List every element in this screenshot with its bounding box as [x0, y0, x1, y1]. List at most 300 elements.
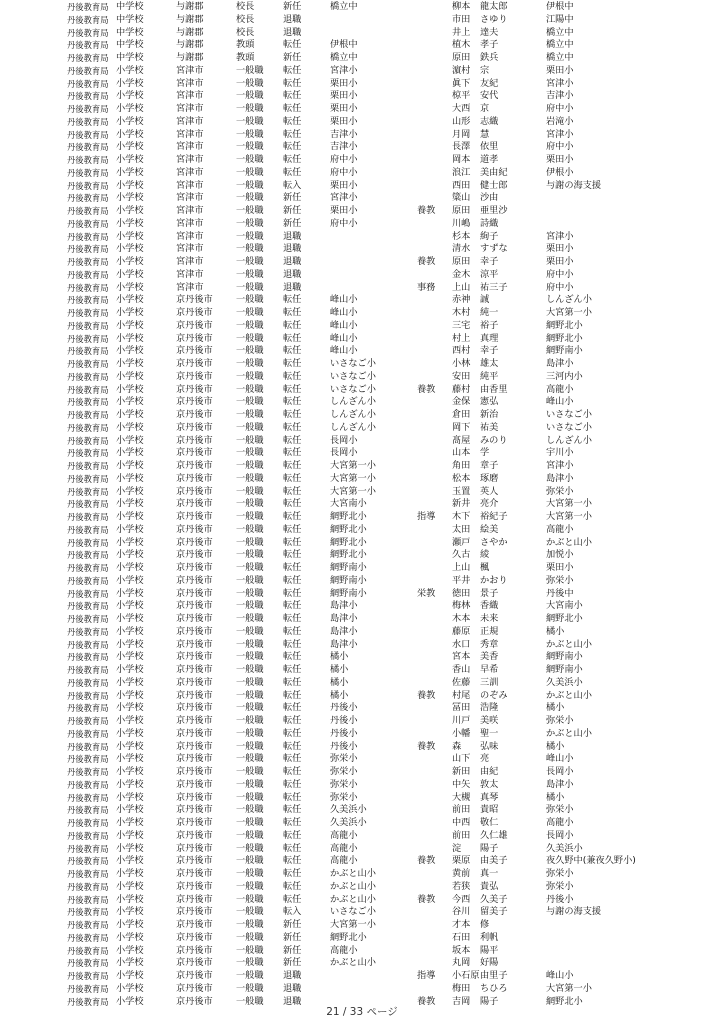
- change-type-cell: 転任: [283, 90, 302, 102]
- school-type-cell: 小学校: [116, 141, 144, 153]
- position-cell: 一般職: [236, 243, 264, 255]
- given-name-cell: 憲弘: [480, 396, 499, 408]
- position-cell: 一般職: [236, 753, 264, 765]
- given-name-cell: 詩織: [480, 217, 499, 229]
- surname-cell: 市田: [452, 13, 471, 25]
- change-type-cell: 転任: [283, 676, 302, 688]
- position-cell: 一般職: [236, 64, 264, 76]
- office-cell: 丹後教育局: [67, 907, 109, 918]
- new-school-cell: 弥栄小: [330, 791, 358, 803]
- change-type-cell: 転任: [283, 370, 302, 382]
- previous-school-cell: 大宮第一小: [546, 511, 592, 522]
- position-cell: 一般職: [236, 332, 264, 344]
- office-cell: 丹後教育局: [67, 728, 109, 739]
- district-cell: 京丹後市: [176, 332, 213, 344]
- school-type-cell: 小学校: [116, 268, 144, 280]
- surname-cell: 山本: [452, 447, 471, 459]
- table-row: [0, 651, 724, 664]
- school-type-cell: 小学校: [116, 447, 144, 459]
- office-cell: 丹後教育局: [67, 129, 109, 140]
- previous-school-cell: 加悦小: [546, 549, 574, 561]
- surname-cell: 石田: [452, 931, 471, 943]
- position-cell: 一般職: [236, 600, 264, 612]
- school-type-cell: 小学校: [116, 625, 144, 637]
- school-type-cell: 小学校: [116, 676, 144, 688]
- surname-cell: 栗原: [452, 855, 471, 867]
- given-name-cell: 新治: [480, 409, 499, 420]
- district-cell: 宮津市: [176, 179, 204, 191]
- new-school-cell: 島津小: [330, 600, 358, 612]
- previous-school-cell: 三河内小: [546, 370, 583, 382]
- change-type-cell: 転任: [283, 485, 302, 497]
- given-name-cell: 由香里: [480, 383, 508, 395]
- given-name-cell: 純一: [480, 307, 499, 318]
- office-cell: 丹後教育局: [67, 116, 109, 127]
- given-name-cell: 三訓: [480, 676, 499, 688]
- office-cell: 丹後教育局: [67, 27, 109, 38]
- new-school-cell: いさなご小: [330, 358, 376, 369]
- table-row: [0, 804, 724, 817]
- surname-cell: 吉岡: [452, 995, 471, 1007]
- table-row: [0, 345, 724, 358]
- office-cell: 丹後教育局: [67, 78, 109, 89]
- district-cell: 京丹後市: [176, 421, 213, 433]
- office-cell: 丹後教育局: [67, 792, 109, 803]
- school-type-cell: 小学校: [116, 766, 144, 777]
- office-cell: 丹後教育局: [67, 282, 109, 293]
- position-cell: 一般職: [236, 370, 264, 382]
- table-row: [0, 766, 724, 779]
- office-cell: 丹後教育局: [67, 40, 109, 51]
- new-school-cell: 丹後小: [330, 740, 358, 752]
- school-type-cell: 小学校: [116, 970, 144, 981]
- school-type-cell: 小学校: [116, 855, 144, 867]
- district-cell: 京丹後市: [176, 574, 213, 586]
- position-cell: 一般職: [236, 472, 264, 484]
- given-name-cell: 留美子: [480, 906, 508, 918]
- office-cell: 丹後教育局: [67, 563, 109, 573]
- previous-school-cell: 島津小: [546, 472, 574, 484]
- school-type-cell: 小学校: [116, 829, 144, 841]
- position-cell: 一般職: [236, 982, 264, 994]
- surname-cell: 梅林: [452, 600, 471, 612]
- district-cell: 京丹後市: [176, 460, 213, 471]
- specialty-cell: 養教: [417, 893, 436, 905]
- previous-school-cell: 島津小: [546, 778, 574, 790]
- new-school-cell: かぶと山小: [330, 880, 376, 892]
- surname-cell: 植木: [452, 39, 471, 51]
- previous-school-cell: 弥栄小: [546, 880, 574, 892]
- table-row: [0, 855, 724, 868]
- new-school-cell: 弥栄小: [330, 778, 358, 790]
- surname-cell: 木村: [452, 307, 471, 318]
- table-row: [0, 945, 724, 958]
- given-name-cell: 安代: [480, 90, 499, 102]
- position-cell: 一般職: [236, 817, 264, 828]
- district-cell: 京丹後市: [176, 957, 213, 969]
- office-cell: 丹後教育局: [67, 104, 109, 114]
- school-type-cell: 小学校: [116, 319, 144, 331]
- office-cell: 丹後教育局: [67, 410, 109, 420]
- position-cell: 一般職: [236, 434, 264, 446]
- office-cell: 丹後教育局: [67, 167, 109, 178]
- surname-cell: 山形: [452, 115, 471, 127]
- office-cell: 丹後教育局: [67, 550, 109, 561]
- office-cell: 丹後教育局: [67, 422, 109, 433]
- change-type-cell: 転任: [283, 727, 302, 739]
- surname-cell: 金木: [452, 268, 471, 280]
- district-cell: 京丹後市: [176, 766, 213, 777]
- surname-cell: 淀: [452, 842, 462, 854]
- change-type-cell: 転任: [283, 103, 302, 114]
- new-school-cell: 島津小: [330, 613, 358, 624]
- change-type-cell: 転任: [283, 358, 302, 369]
- school-type-cell: 小学校: [116, 256, 144, 267]
- new-school-cell: しんざん小: [330, 421, 376, 433]
- given-name-cell: 由紀: [480, 766, 499, 777]
- given-name-cell: 京: [480, 103, 490, 114]
- school-type-cell: 小学校: [116, 842, 144, 854]
- change-type-cell: 転任: [283, 39, 302, 51]
- surname-cell: 原田: [452, 205, 471, 216]
- previous-school-cell: 夜久野中(兼夜久野小): [546, 855, 636, 867]
- school-type-cell: 小学校: [116, 893, 144, 905]
- surname-cell: 濵村: [452, 64, 471, 76]
- office-cell: 丹後教育局: [67, 53, 109, 63]
- new-school-cell: しんざん小: [330, 396, 376, 408]
- previous-school-cell: 府中小: [546, 141, 574, 153]
- change-type-cell: 転任: [283, 613, 302, 624]
- office-cell: 丹後教育局: [67, 499, 109, 510]
- previous-school-cell: 弥栄小: [546, 574, 574, 586]
- new-school-cell: 丹後小: [330, 727, 358, 739]
- table-row: [0, 830, 724, 843]
- surname-cell: 倉田: [452, 409, 471, 420]
- school-type-cell: 小学校: [116, 906, 144, 918]
- change-type-cell: 退職: [283, 268, 302, 280]
- change-type-cell: 転任: [283, 625, 302, 637]
- office-cell: 丹後教育局: [67, 869, 109, 879]
- school-type-cell: 小学校: [116, 727, 144, 739]
- new-school-cell: 高龍小: [330, 842, 358, 854]
- given-name-cell: 亜里沙: [480, 205, 508, 216]
- given-name-cell: 幸子: [480, 256, 499, 267]
- district-cell: 宮津市: [176, 205, 204, 216]
- district-cell: 京丹後市: [176, 358, 213, 369]
- change-type-cell: 転任: [283, 893, 302, 905]
- table-row: [0, 498, 724, 511]
- table-row: [0, 817, 724, 830]
- new-school-cell: 栗田小: [330, 115, 358, 127]
- table-row: [0, 167, 724, 180]
- previous-school-cell: 宮津小: [546, 77, 574, 89]
- given-name-cell: 雄太: [480, 358, 499, 369]
- new-school-cell: かぶと山小: [330, 957, 376, 969]
- position-cell: 一般職: [236, 523, 264, 535]
- table-row: [0, 231, 724, 244]
- district-cell: 宮津市: [176, 230, 204, 242]
- surname-cell: 玉置: [452, 485, 471, 497]
- previous-school-cell: 伊根中: [546, 1, 574, 12]
- district-cell: 京丹後市: [176, 664, 213, 675]
- surname-cell: 森: [452, 740, 462, 752]
- school-type-cell: 小学校: [116, 332, 144, 344]
- position-cell: 一般職: [236, 166, 264, 178]
- office-cell: 丹後教育局: [67, 180, 109, 191]
- new-school-cell: 弥栄小: [330, 753, 358, 765]
- previous-school-cell: かぶと山小: [546, 689, 592, 701]
- change-type-cell: 退職: [283, 13, 302, 25]
- district-cell: 宮津市: [176, 141, 204, 153]
- given-name-cell: 敦太: [480, 778, 499, 790]
- school-type-cell: 小学校: [116, 77, 144, 89]
- district-cell: 京丹後市: [176, 931, 213, 943]
- new-school-cell: 栗田小: [330, 77, 358, 89]
- given-name-cell: 綾: [480, 549, 490, 561]
- position-cell: 一般職: [236, 141, 264, 153]
- district-cell: 京丹後市: [176, 778, 213, 790]
- surname-cell: 水口: [452, 638, 471, 650]
- new-school-cell: 島津小: [330, 625, 358, 637]
- previous-school-cell: 高龍小: [546, 383, 574, 395]
- previous-school-cell: 与謝の海支援: [546, 179, 602, 191]
- school-type-cell: 小学校: [116, 638, 144, 650]
- change-type-cell: 退職: [283, 243, 302, 255]
- school-type-cell: 小学校: [116, 485, 144, 497]
- surname-cell: 藤村: [452, 383, 471, 395]
- surname-cell: 安田: [452, 370, 471, 382]
- school-type-cell: 小学校: [116, 868, 144, 879]
- district-cell: 京丹後市: [176, 740, 213, 752]
- table-row: [0, 282, 724, 295]
- office-cell: 丹後教育局: [67, 371, 109, 382]
- position-cell: 一般職: [236, 791, 264, 803]
- new-school-cell: 網野北小: [330, 931, 367, 943]
- previous-school-cell: 栗田小: [546, 243, 574, 255]
- specialty-cell: 事務: [417, 281, 436, 293]
- surname-cell: 月岡: [452, 128, 471, 140]
- school-type-cell: 小学校: [116, 995, 144, 1007]
- new-school-cell: 網野南小: [330, 587, 367, 599]
- table-row: [0, 664, 724, 677]
- position-cell: 一般職: [236, 664, 264, 675]
- office-cell: 丹後教育局: [67, 142, 109, 153]
- change-type-cell: 転任: [283, 511, 302, 522]
- given-name-cell: 聖一: [480, 727, 499, 739]
- new-school-cell: 峰山小: [330, 319, 358, 331]
- position-cell: 一般職: [236, 307, 264, 318]
- surname-cell: 大槻: [452, 791, 471, 803]
- previous-school-cell: 橋立中: [546, 39, 574, 51]
- position-cell: 一般職: [236, 625, 264, 637]
- district-cell: 京丹後市: [176, 791, 213, 803]
- position-cell: 一般職: [236, 128, 264, 140]
- district-cell: 京丹後市: [176, 880, 213, 892]
- school-type-cell: 小学校: [116, 103, 144, 114]
- surname-cell: 前田: [452, 829, 471, 841]
- office-cell: 丹後教育局: [67, 703, 109, 714]
- change-type-cell: 転任: [283, 766, 302, 777]
- new-school-cell: 峰山小: [330, 345, 358, 357]
- office-cell: 丹後教育局: [67, 932, 109, 943]
- table-row: [0, 792, 724, 805]
- position-cell: 一般職: [236, 345, 264, 357]
- district-cell: 京丹後市: [176, 409, 213, 420]
- surname-cell: 佐藤: [452, 676, 471, 688]
- office-cell: 丹後教育局: [67, 920, 109, 930]
- district-cell: 与謝郡: [176, 39, 204, 51]
- surname-cell: 眞下: [452, 77, 471, 89]
- change-type-cell: 転任: [283, 562, 302, 573]
- table-row: [0, 511, 724, 524]
- previous-school-cell: 大宮第一小: [546, 498, 592, 510]
- specialty-cell: 栄教: [417, 587, 436, 599]
- previous-school-cell: 府中小: [546, 268, 574, 280]
- office-cell: 丹後教育局: [67, 384, 109, 395]
- office-cell: 丹後教育局: [67, 14, 109, 25]
- school-type-cell: 小学校: [116, 396, 144, 408]
- position-cell: 一般職: [236, 115, 264, 127]
- school-type-cell: 小学校: [116, 880, 144, 892]
- previous-school-cell: 高龍小: [546, 817, 574, 828]
- office-cell: 丹後教育局: [67, 677, 109, 688]
- given-name-cell: 孝子: [480, 39, 499, 51]
- position-cell: 一般職: [236, 574, 264, 586]
- position-cell: 一般職: [236, 906, 264, 918]
- given-name-cell: 未来: [480, 613, 499, 624]
- surname-cell: 浪江: [452, 166, 471, 178]
- office-cell: 丹後教育局: [67, 639, 109, 650]
- office-cell: 丹後教育局: [67, 155, 109, 165]
- table-row: [0, 116, 724, 129]
- school-type-cell: 小学校: [116, 409, 144, 420]
- position-cell: 一般職: [236, 192, 264, 204]
- specialty-cell: 指導: [417, 511, 436, 522]
- office-cell: 丹後教育局: [67, 537, 109, 548]
- district-cell: 京丹後市: [176, 868, 213, 879]
- table-row: [0, 333, 724, 346]
- surname-cell: 杉本: [452, 230, 471, 242]
- surname-cell: 赤神: [452, 294, 471, 306]
- surname-cell: 川戸: [452, 715, 471, 726]
- change-type-cell: 退職: [283, 26, 302, 38]
- school-type-cell: 小学校: [116, 689, 144, 701]
- given-name-cell: 絢子: [480, 230, 499, 242]
- previous-school-cell: 宮津小: [546, 230, 574, 242]
- change-type-cell: 転任: [283, 842, 302, 854]
- new-school-cell: 島津小: [330, 638, 358, 650]
- district-cell: 京丹後市: [176, 995, 213, 1007]
- position-cell: 一般職: [236, 970, 264, 981]
- previous-school-cell: 府中小: [546, 281, 574, 293]
- school-type-cell: 小学校: [116, 664, 144, 675]
- district-cell: 京丹後市: [176, 587, 213, 599]
- given-name-cell: 正規: [480, 625, 499, 637]
- district-cell: 京丹後市: [176, 727, 213, 739]
- new-school-cell: 峰山小: [330, 307, 358, 318]
- district-cell: 京丹後市: [176, 625, 213, 637]
- school-type-cell: 小学校: [116, 817, 144, 828]
- school-type-cell: 小学校: [116, 64, 144, 76]
- change-type-cell: 新任: [283, 205, 302, 216]
- office-cell: 丹後教育局: [67, 512, 109, 522]
- new-school-cell: 峰山小: [330, 294, 358, 306]
- previous-school-cell: 網野北小: [546, 319, 583, 331]
- position-cell: 一般職: [236, 409, 264, 420]
- new-school-cell: 橘小: [330, 651, 349, 663]
- given-name-cell: 久仁雄: [480, 829, 508, 841]
- table-row: [0, 983, 724, 996]
- table-row: [0, 473, 724, 486]
- district-cell: 与謝郡: [176, 26, 204, 38]
- table-row: [0, 141, 724, 154]
- surname-cell: 香山: [452, 664, 471, 675]
- change-type-cell: 退職: [283, 281, 302, 293]
- change-type-cell: 転任: [283, 64, 302, 76]
- table-row: [0, 868, 724, 881]
- given-name-cell: 景子: [480, 587, 499, 599]
- office-cell: 丹後教育局: [67, 614, 109, 624]
- district-cell: 京丹後市: [176, 434, 213, 446]
- position-cell: 校長: [236, 13, 255, 25]
- given-name-cell: 幸子: [480, 345, 499, 357]
- given-name-cell: さやか: [480, 536, 508, 548]
- previous-school-cell: 大宮第一小: [546, 307, 592, 318]
- school-type-cell: 小学校: [116, 498, 144, 510]
- position-cell: 一般職: [236, 919, 264, 930]
- change-type-cell: 転任: [283, 421, 302, 433]
- change-type-cell: 転任: [283, 141, 302, 153]
- district-cell: 宮津市: [176, 90, 204, 102]
- previous-school-cell: 栗田小: [546, 256, 574, 267]
- new-school-cell: 宮津小: [330, 64, 358, 76]
- previous-school-cell: 網野北小: [546, 332, 583, 344]
- table-row: [0, 371, 724, 384]
- new-school-cell: 栗田小: [330, 90, 358, 102]
- district-cell: 京丹後市: [176, 536, 213, 548]
- given-name-cell: さゆり: [480, 13, 508, 25]
- change-type-cell: 転任: [283, 460, 302, 471]
- given-name-cell: 美由紀: [480, 166, 508, 178]
- office-cell: 丹後教育局: [67, 767, 109, 777]
- office-cell: 丹後教育局: [67, 473, 109, 484]
- school-type-cell: 小学校: [116, 957, 144, 969]
- office-cell: 丹後教育局: [67, 945, 109, 956]
- previous-school-cell: 弥栄小: [546, 485, 574, 497]
- change-type-cell: 新任: [283, 52, 302, 63]
- page-number: 21 / 33 ページ: [326, 1006, 398, 1018]
- office-cell: 丹後教育局: [67, 461, 109, 471]
- table-row: [0, 78, 724, 91]
- previous-school-cell: 島津小: [546, 358, 574, 369]
- office-cell: 丹後教育局: [67, 779, 109, 790]
- office-cell: 丹後教育局: [67, 843, 109, 854]
- given-name-cell: 祐三子: [480, 281, 508, 293]
- school-type-cell: 小学校: [116, 421, 144, 433]
- district-cell: 宮津市: [176, 192, 204, 204]
- table-row: [0, 358, 724, 371]
- new-school-cell: かぶと山小: [330, 893, 376, 905]
- surname-cell: 小幡: [452, 727, 471, 739]
- office-cell: 丹後教育局: [67, 206, 109, 216]
- district-cell: 宮津市: [176, 281, 204, 293]
- school-type-cell: 小学校: [116, 536, 144, 548]
- surname-cell: 若狭: [452, 880, 471, 892]
- given-name-cell: 琢磨: [480, 472, 499, 484]
- district-cell: 京丹後市: [176, 345, 213, 357]
- school-type-cell: 小学校: [116, 753, 144, 765]
- previous-school-cell: 橘小: [546, 702, 565, 714]
